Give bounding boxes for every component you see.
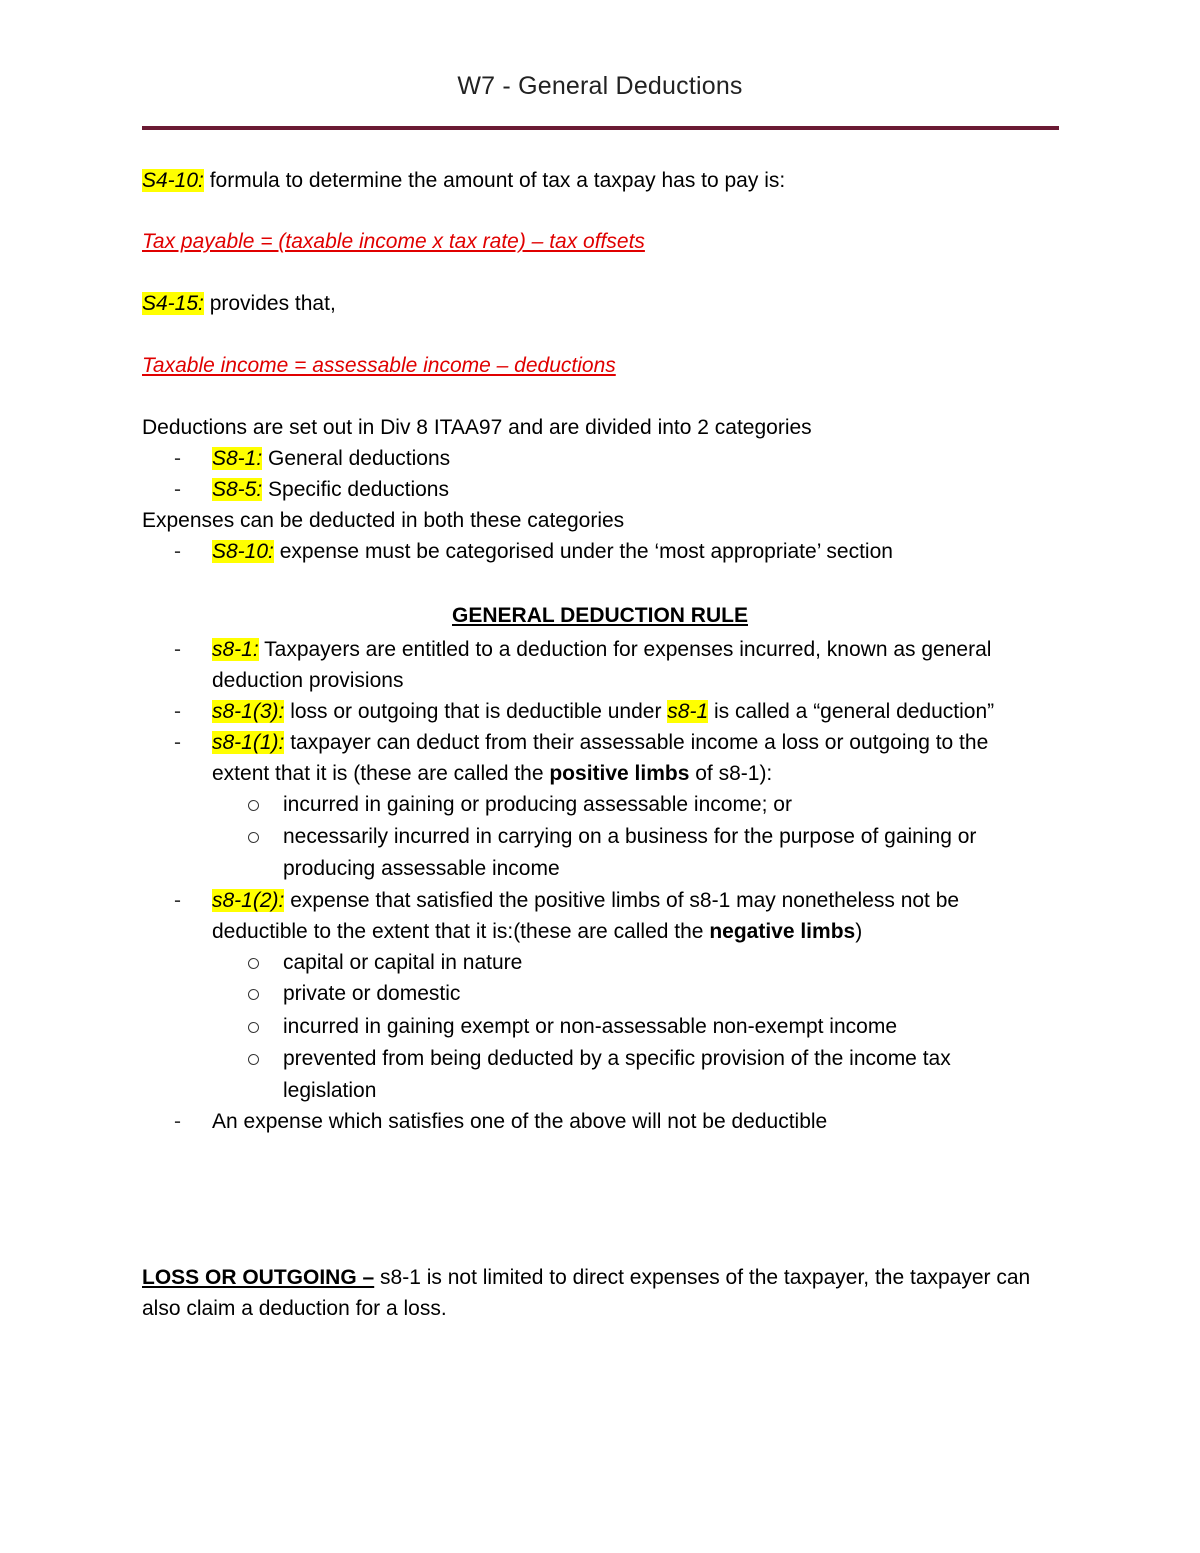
list-item-continuation bbox=[212, 760, 772, 788]
list-item-text: Specific deductions bbox=[262, 478, 449, 501]
list-item bbox=[212, 445, 450, 473]
circle-bullet-icon bbox=[248, 800, 259, 811]
section-ref: S4-15: bbox=[142, 292, 204, 315]
dash-bullet: - bbox=[174, 731, 181, 754]
circle-bullet-icon bbox=[248, 832, 259, 843]
circle-bullet-icon bbox=[248, 1022, 259, 1033]
dash-bullet: - bbox=[174, 1110, 181, 1133]
list-item-text: expense must be categorised under the ‘most appropriate’ section bbox=[273, 540, 893, 563]
tax-payable-formula: Tax payable = (taxable income x tax rate) – tax offsets bbox=[142, 230, 645, 253]
sub-list-item: private or domestic bbox=[283, 982, 461, 1005]
paragraph-text: provides that, bbox=[203, 292, 336, 315]
section-ref: s8-1 bbox=[667, 700, 709, 723]
circle-bullet-icon bbox=[248, 1054, 259, 1065]
circle-bullet-icon bbox=[248, 989, 259, 1000]
section-ref: S8-5: bbox=[212, 478, 263, 501]
page-title: W7 - General Deductions bbox=[457, 72, 743, 100]
loss-outgoing-continuation: also claim a deduction for a loss. bbox=[142, 1297, 447, 1320]
list-item bbox=[212, 476, 449, 504]
list-item bbox=[212, 636, 991, 664]
both-categories-paragraph: Expenses can be deducted in both these categories bbox=[142, 509, 625, 532]
section-ref: s8-1(1): bbox=[212, 731, 285, 754]
sub-list-item: incurred in gaining or producing assessable income; or bbox=[283, 793, 792, 816]
taxable-income-formula: Taxable income = assessable income – deductions bbox=[142, 354, 616, 377]
dash-bullet: - bbox=[174, 540, 181, 563]
list-item bbox=[212, 887, 959, 915]
list-item-continuation: deduction provisions bbox=[212, 669, 404, 692]
loss-outgoing-paragraph bbox=[142, 1264, 1030, 1292]
sub-list-item-continuation: producing assessable income bbox=[283, 857, 560, 880]
sub-list-item-continuation: legislation bbox=[283, 1079, 377, 1102]
dash-bullet: - bbox=[174, 700, 181, 723]
list-item-text: is called a “general deduction” bbox=[708, 700, 995, 723]
section-heading: GENERAL DEDUCTION RULE bbox=[452, 604, 748, 627]
sub-list-item: capital or capital in nature bbox=[283, 951, 523, 974]
s4-15-paragraph bbox=[142, 290, 336, 318]
section-ref: S8-1: bbox=[212, 447, 263, 470]
sub-list-item: necessarily incurred in carrying on a business for the purpose of gaining or bbox=[283, 825, 977, 848]
dash-bullet: - bbox=[174, 478, 181, 501]
dash-bullet: - bbox=[174, 447, 181, 470]
paragraph-text: formula to determine the amount of tax a taxpay has to pay is: bbox=[203, 169, 786, 192]
sub-list-item: prevented from being deducted by a specific provision of the income tax bbox=[283, 1047, 951, 1070]
paragraph-text: s8-1 is not limited to direct expenses of the taxpayer, the taxpayer can bbox=[374, 1266, 1031, 1289]
dash-bullet: - bbox=[174, 638, 181, 661]
section-ref: s8-1: bbox=[212, 638, 259, 661]
section-ref: S8-10: bbox=[212, 540, 274, 563]
dash-bullet: - bbox=[174, 889, 181, 912]
list-item-text: deductible to the extent that it is:(these are called the bbox=[212, 920, 710, 943]
circle-bullet-icon bbox=[248, 958, 259, 969]
section-ref: s8-1(2): bbox=[212, 889, 285, 912]
list-item-text: of s8-1): bbox=[689, 762, 773, 785]
list-item: An expense which satisfies one of the above will not be deductible bbox=[212, 1110, 828, 1133]
list-item bbox=[212, 729, 988, 757]
list-item-text: ) bbox=[855, 920, 863, 943]
list-item bbox=[212, 538, 893, 566]
bold-term: negative limbs bbox=[709, 920, 856, 943]
list-item-text: extent that it is (these are called the bbox=[212, 762, 550, 785]
bold-term: positive limbs bbox=[549, 762, 690, 785]
list-item bbox=[212, 698, 994, 726]
list-item-text: loss or outgoing that is deductible under bbox=[284, 700, 668, 723]
list-item-text: expense that satisfied the positive limbs of s8-1 may nonetheless not be bbox=[284, 889, 960, 912]
loss-outgoing-label: LOSS OR OUTGOING – bbox=[142, 1266, 375, 1289]
list-item-text: Taxpayers are entitled to a deduction for expenses incurred, known as general bbox=[258, 638, 992, 661]
s4-10-paragraph bbox=[142, 167, 785, 195]
div8-paragraph: Deductions are set out in Div 8 ITAA97 and are divided into 2 categories bbox=[142, 416, 812, 439]
sub-list-item: incurred in gaining exempt or non-assessable non-exempt income bbox=[283, 1015, 898, 1038]
list-item-text: General deductions bbox=[262, 447, 451, 470]
section-ref: s8-1(3): bbox=[212, 700, 285, 723]
section-ref: S4-10: bbox=[142, 169, 204, 192]
list-item-continuation bbox=[212, 918, 862, 946]
title-divider bbox=[142, 126, 1059, 130]
list-item-text: taxpayer can deduct from their assessable income a loss or outgoing to the bbox=[284, 731, 989, 754]
